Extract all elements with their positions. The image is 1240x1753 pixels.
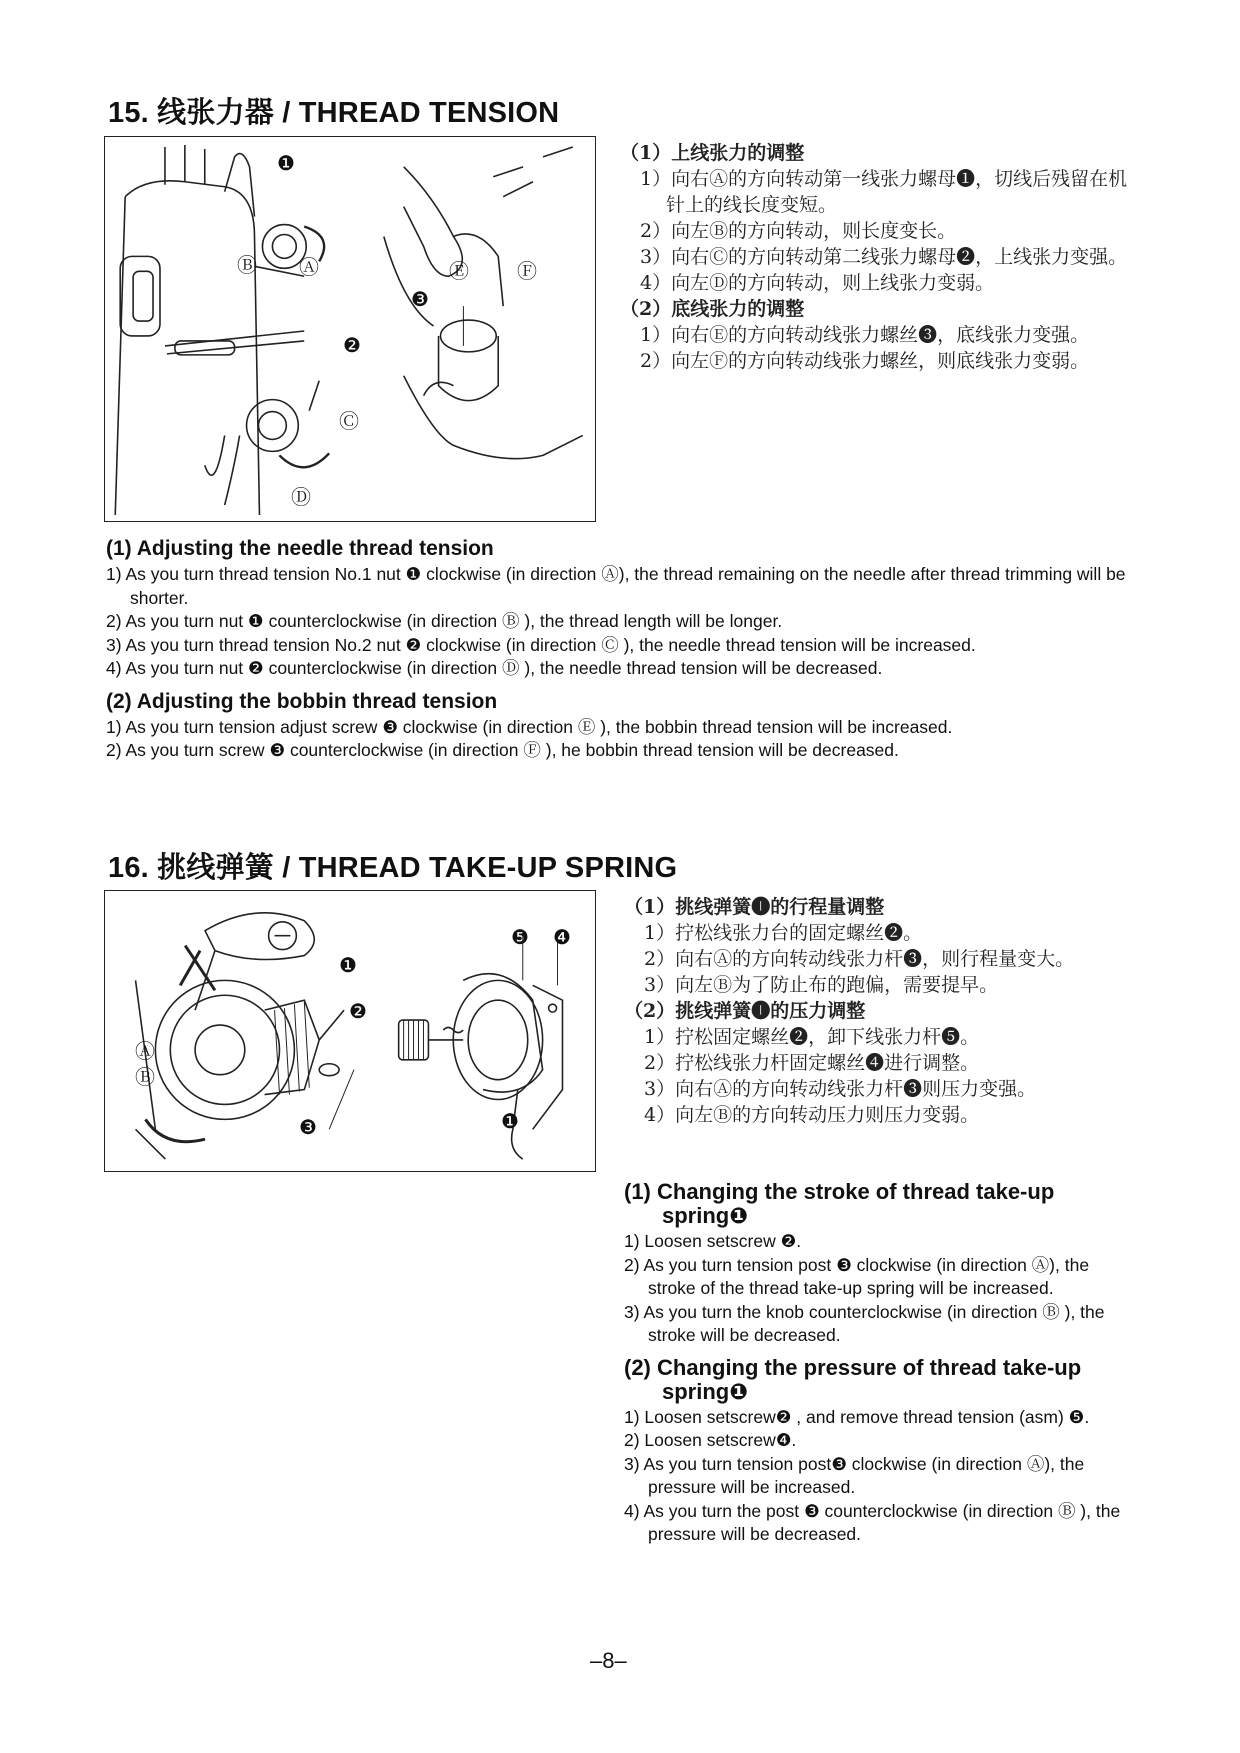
- fig2-label-setscrew-2: ❷: [349, 1001, 367, 1023]
- en-15-item: 2) As you turn screw ❸ counterclockwise (in direction Ⓕ ), he bobbin thread tension will be decreased.: [106, 740, 899, 760]
- thread-tension-illustration: [104, 136, 596, 522]
- en-16-item: 3) As you turn tension post❸ clockwise (in direction Ⓐ), the pressure will be increased.: [624, 1453, 1085, 1497]
- fig1-label-nut-1: ❶: [277, 153, 295, 175]
- en-15-item: 1) As you turn thread tension No.1 nut ❶ clockwise (in direction Ⓐ), the thread remaining on the needle after thread trimming will be shorter.: [106, 564, 1126, 608]
- en-16-item: 1) Loosen setscrew❷ , and remove thread tension (asm) ❺.: [624, 1406, 1090, 1427]
- cn-15-item: 1）向右Ⓐ的方向转动第一线张力螺母❶，切线后残留在机针上的线长度变短。: [640, 168, 1128, 216]
- section-15-chinese-text: [620, 140, 1140, 374]
- cn-16-item: 2）拧松线张力杆固定螺丝❹进行调整。: [644, 1052, 980, 1074]
- en-15-heading-2: (2) Adjusting the bobbin thread tension: [106, 689, 498, 713]
- cn-15-item: 1）向右Ⓔ的方向转动线张力螺丝❸，底线张力变强。: [640, 324, 1090, 346]
- fig1-label-dir-c: Ⓒ: [339, 411, 359, 433]
- en-15-heading-1: (1) Adjusting the needle thread tension: [106, 537, 494, 560]
- fig1-label-nut-2: ❷: [343, 335, 361, 357]
- section-16-english-text: [624, 1180, 1136, 1547]
- fig2-label-spring-1: ❶: [339, 955, 357, 977]
- en-16-item: 2) As you turn tension post ❸ clockwise (in direction Ⓐ), the stroke of the thread take-up spring will be increased.: [624, 1254, 1090, 1298]
- cn-16-item: 2）向右Ⓐ的方向转动线张力杆❸，则行程量变大。: [644, 948, 1075, 970]
- en-15-item: 4) As you turn nut ❷ counterclockwise (in direction Ⓓ ), the needle thread tension will be decreased.: [106, 658, 883, 678]
- cn-16-item: 1）拧松固定螺丝❷，卸下线张力杆❺。: [644, 1026, 980, 1048]
- en-16-item: 2) Loosen setscrew❹.: [624, 1430, 797, 1450]
- en-15-item: 1) As you turn tension adjust screw ❸ clockwise (in direction Ⓔ ), the bobbin thread tension will be increased.: [106, 716, 953, 737]
- cn-16-item: 1）拧松线张力台的固定螺丝❷。: [644, 922, 923, 944]
- en-16-item: 3) As you turn the knob counterclockwise (in direction Ⓑ ), the stroke will be decreased.: [624, 1301, 1105, 1345]
- en-15-item: 2) As you turn nut ❶ counterclockwise (in direction Ⓑ ), the thread length will be longer.: [106, 611, 783, 631]
- cn-15-item: 4）向左Ⓓ的方向转动，则上线张力变弱。: [640, 272, 995, 294]
- fig2-label-spring-1b: ❶: [501, 1111, 519, 1133]
- section-16-title: 16. 挑线弹簧 / THREAD TAKE-UP SPRING: [108, 852, 678, 884]
- fig1-label-dir-e: Ⓔ: [449, 261, 469, 283]
- thread-take-up-spring-illustration: [104, 890, 596, 1172]
- page-number: –8–: [590, 1648, 627, 1673]
- fig1-label-dir-f: Ⓕ: [517, 261, 537, 283]
- cn-16-heading-2: （2）挑线弹簧❶的压力调整: [624, 1000, 866, 1022]
- en-16-item: 1) Loosen setscrew ❷.: [624, 1231, 802, 1251]
- cn-15-item: 2）向左Ⓕ的方向转动线张力螺丝，则底线张力变弱。: [640, 350, 1090, 372]
- en-16-heading-2: (2) Changing the pressure of thread take-up spring❶: [624, 1354, 1082, 1404]
- cn-16-item: 3）向右Ⓐ的方向转动线张力杆❸则压力变强。: [644, 1078, 1037, 1100]
- fig2-label-post-3: ❸: [299, 1117, 317, 1139]
- fig2-label-setscrew-4: ❹: [553, 927, 571, 949]
- cn-15-item: 3）向右Ⓒ的方向转动第二线张力螺母❷，上线张力变强。: [640, 246, 1128, 268]
- fig2-label-dir-a: Ⓐ: [135, 1041, 155, 1063]
- fig1-label-screw-3: ❸: [411, 289, 429, 311]
- cn-15-item: 2）向左Ⓑ的方向转动，则长度变长。: [640, 220, 957, 242]
- cn-16-item: 3）向左Ⓑ为了防止布的跑偏，需要提早。: [644, 974, 999, 996]
- cn-16-item: 4）向左Ⓑ的方向转动压力则压力变弱。: [644, 1104, 980, 1126]
- fig2-label-dir-b: Ⓑ: [135, 1067, 155, 1089]
- fig1-label-dir-a: Ⓐ: [299, 257, 319, 279]
- cn-16-heading-1: （1）挑线弹簧❶的行程量调整: [624, 896, 885, 918]
- en-16-heading-1: (1) Changing the stroke of thread take-up spring❶: [624, 1179, 1055, 1228]
- cn-15-heading-2: （2）底线张力的调整: [620, 298, 805, 320]
- section-16-chinese-text: [624, 894, 1144, 1128]
- section-15-title: 15. 线张力器 / THREAD TENSION: [108, 97, 560, 129]
- cn-15-heading-1: （1）上线张力的调整: [620, 142, 805, 164]
- en-16-item: 4) As you turn the post ❸ counterclockwise (in direction Ⓑ ), the pressure will be decreased.: [624, 1500, 1121, 1544]
- fig1-label-dir-d: Ⓓ: [291, 487, 311, 509]
- en-15-item: 3) As you turn thread tension No.2 nut ❷ clockwise (in direction Ⓒ ), the needle thread tension will be increased.: [106, 634, 976, 655]
- section-15-english-text: [106, 536, 1136, 763]
- fig2-label-tension-asm-5: ❺: [511, 927, 529, 949]
- fig1-label-dir-b: Ⓑ: [237, 255, 257, 277]
